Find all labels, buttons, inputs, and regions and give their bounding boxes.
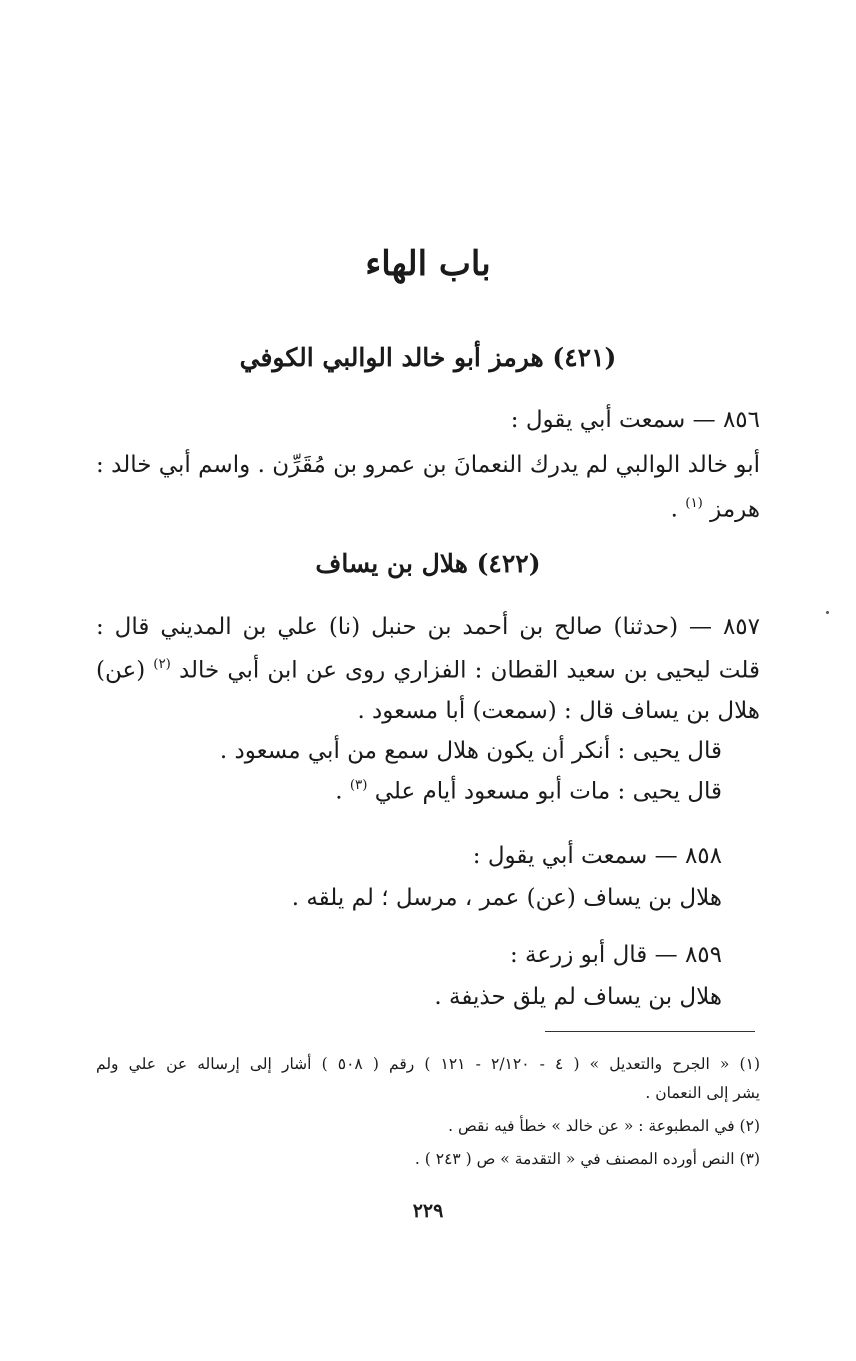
section-heading-422: (٤٢٢) هلال بن يساف <box>315 549 541 578</box>
footnote-separator <box>545 1031 755 1032</box>
entry-858-lead: ٨٥٨ — سمعت أبي يقول : <box>472 843 722 869</box>
footnote-1 <box>96 1055 760 1073</box>
entry-859-lead: ٨٥٩ — قال أبو زرعة : <box>509 942 722 968</box>
footnote-3 <box>415 1150 760 1168</box>
entry-856-line-1: أبو خالد الوالبي لم يدرك النعمانَ بن عمرو بن مُقَرِّن . واسم أبي خالد : <box>96 452 760 478</box>
entry-856-word: هرمز <box>710 496 760 523</box>
footnote-3-text: النص أورده المصنف في « التقدمة » ص ( ٢٤٣ ) . <box>414 1150 735 1168</box>
chapter-title: باب الهاء <box>365 244 491 284</box>
footnote-1-continuation: يشر إلى النعمان . <box>645 1084 760 1102</box>
footnote-2-number: (٢) <box>739 1117 760 1135</box>
entry-857-line-2 <box>96 657 760 683</box>
footnote-ref-1: (١) <box>685 496 703 511</box>
entry-857-line-5 <box>335 778 722 804</box>
footnote-ref-2: (٢) <box>153 657 171 672</box>
entry-856-lead: ٨٥٦ — سمعت أبي يقول : <box>510 407 760 433</box>
section-heading-421: (٤٢١) هرمز أبو خالد الوالبي الكوفي <box>239 343 617 372</box>
entry-857-line-2-text: قلت ليحيى بن سعيد القطان : الفزاري روى عن ابن أبي خالد <box>178 657 760 684</box>
footnote-2 <box>448 1117 760 1135</box>
entry-858-line-1: هلال بن يساف (عن) عمر ، مرسل ؛ لم يلقه . <box>291 885 722 911</box>
entry-857-line-4: قال يحيى : أنكر أن يكون هلال سمع من أبي مسعود . <box>219 738 722 764</box>
entry-856-tail: . <box>670 496 686 523</box>
entry-857-line-2-tail: (عن) <box>96 657 154 684</box>
footnote-1-text: « الجرح والتعديل » ( ٤ - ٢/١٢٠ - ١٢١ ) رقم ( ٥٠٨ ) أشار إلى إرساله عن علي ولم <box>96 1055 730 1073</box>
entry-859-line-1: هلال بن يساف لم يلق حذيفة . <box>434 984 722 1010</box>
entry-857-line-5-text: قال يحيى : مات أبو مسعود أيام علي <box>374 778 722 805</box>
footnote-2-text: في المطبوعة : « عن خالد » خطأ فيه نقص . <box>448 1117 735 1135</box>
entry-857-line-3: هلال بن يساف قال : (سمعت) أبا مسعود . <box>357 698 760 724</box>
entry-857-line-5-tail: . <box>335 778 350 805</box>
entry-857-lead: ٨٥٧ — (حدثنا) صالح بن أحمد بن حنبل (نا) علي بن المديني قال : <box>96 614 760 640</box>
footnote-ref-3: (٣) <box>349 778 368 793</box>
entry-856-line-2 <box>671 496 760 522</box>
scan-speck <box>826 611 829 614</box>
footnote-1-number: (١) <box>739 1055 760 1073</box>
page-number: ٢٢٩ <box>412 1200 444 1222</box>
footnote-3-number: (٣) <box>739 1150 760 1168</box>
